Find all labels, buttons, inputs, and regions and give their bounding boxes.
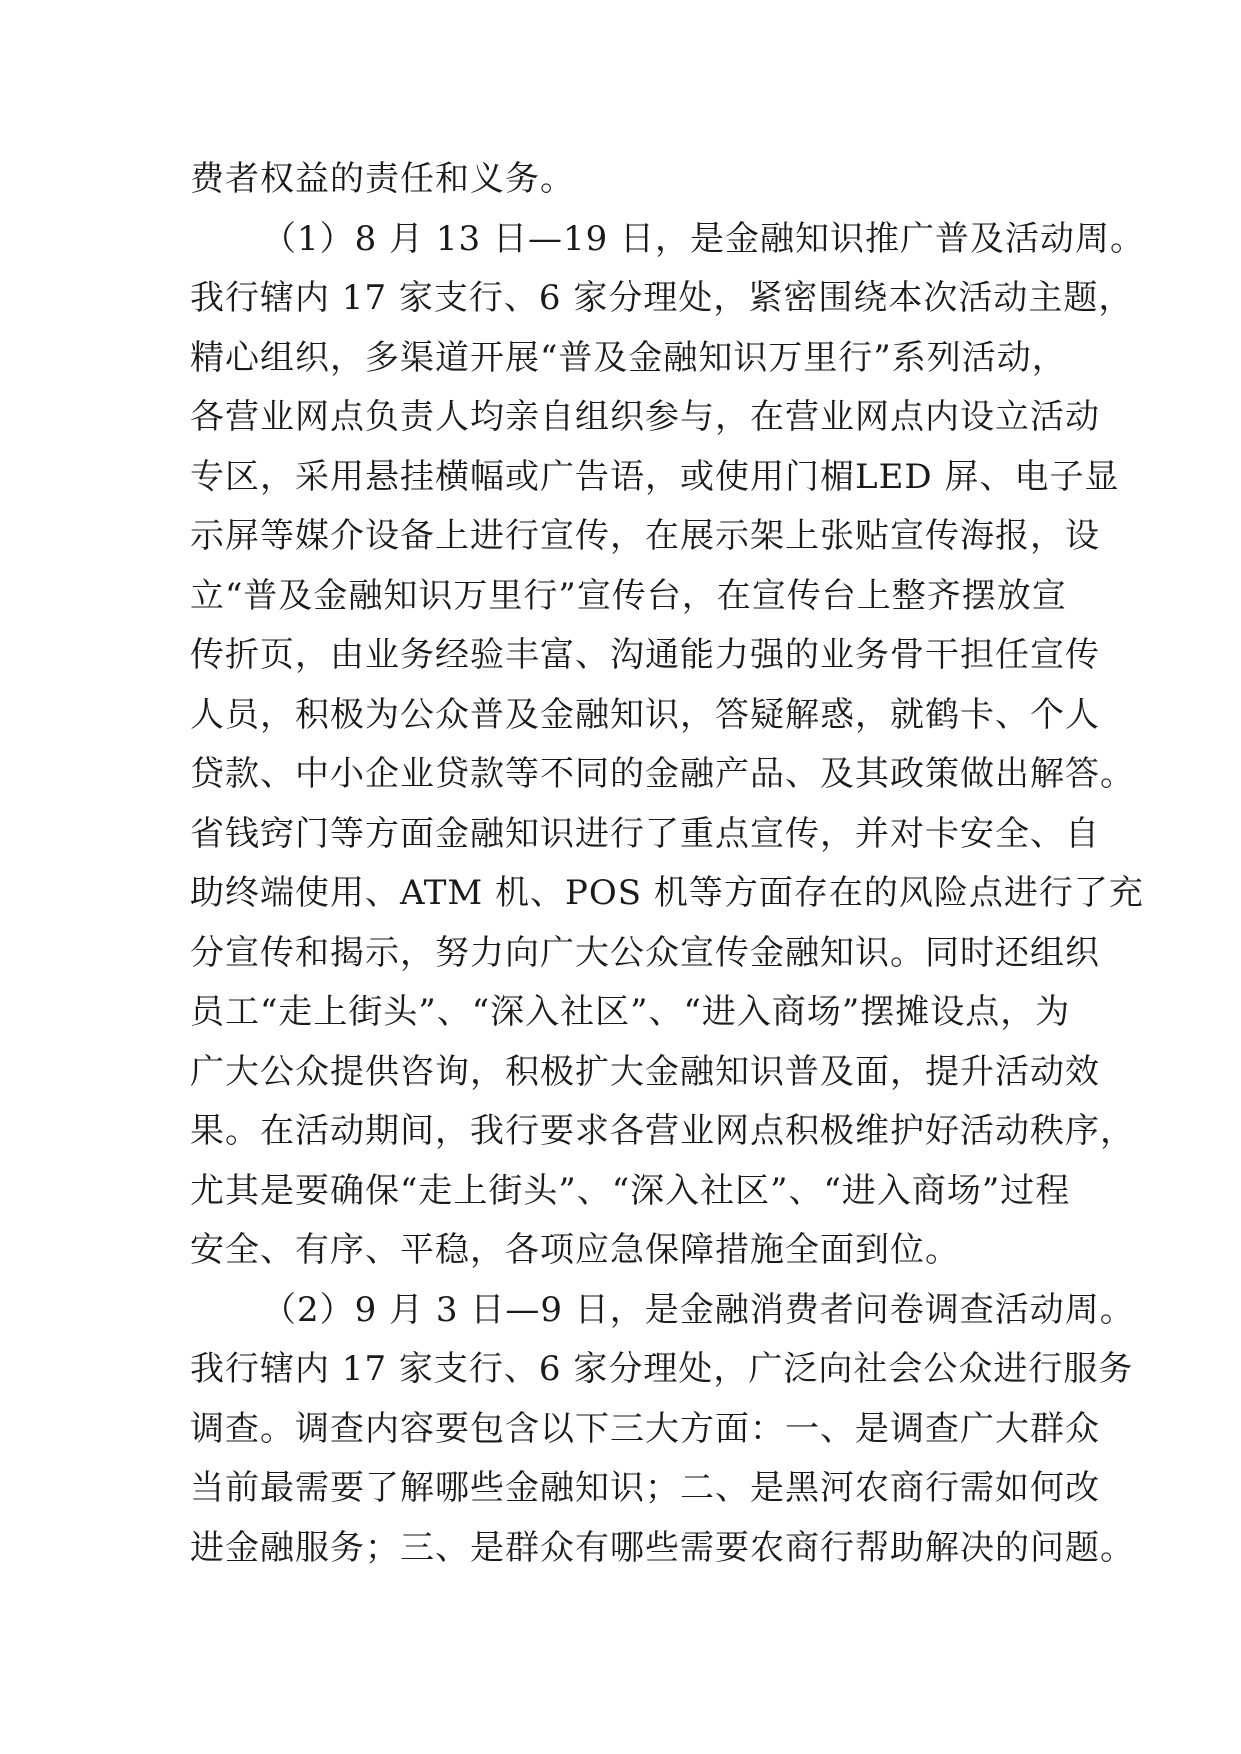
text-line: 果。在活动期间，我行要求各营业网点积极维护好活动秩序，: [190, 1111, 1135, 1151]
text-line: 费者权益的责任和义务。: [190, 159, 575, 199]
paragraph-1-start: （1）8 月 13 日—19 日，是金融知识推广普及活动周。: [262, 218, 1146, 259]
text-line: 助终端使用、ATM 机、POS 机等方面存在的风险点进行了充: [190, 873, 1144, 913]
text-line: 尤其是要确保“走上街头”、“深入社区”、“进入商场”过程: [190, 1170, 1071, 1211]
text-line: 贷款、中小企业贷款等不同的金融产品、及其政策做出解答。: [190, 754, 1135, 794]
text-line: 进金融服务；三、是群众有哪些需要农商行帮助解决的问题。: [190, 1527, 1135, 1568]
text-line: 安全、有序、平稳，各项应急保障措施全面到位。: [190, 1230, 960, 1270]
text-line: 当前最需要了解哪些金融知识；二、是黑河农商行需如何改: [190, 1468, 1100, 1508]
text-line: 各营业网点负责人均亲自组织参与，在营业网点内设立活动: [190, 397, 1100, 437]
text-line: 传折页，由业务经验丰富、沟通能力强的业务骨干担任宣传: [190, 635, 1100, 675]
text-line: 专区，采用悬挂横幅或广告语，或使用门楣LED 屏、电子显: [190, 456, 1120, 497]
text-line: 员工“走上街头”、“深入社区”、“进入商场”摆摊设点，为: [190, 992, 1071, 1032]
text-line: 精心组织，多渠道开展“普及金融知识万里行”系列活动，: [190, 337, 1067, 378]
text-line: 示屏等媒介设备上进行宣传，在展示架上张贴宣传海报，设: [190, 516, 1100, 556]
text-line: 省钱窍门等方面金融知识进行了重点宣传，并对卡安全、自: [190, 813, 1100, 854]
text-line: 人员，积极为公众普及金融知识，答疑解惑，就鹤卡、个人: [190, 694, 1100, 735]
paragraph-2-start: （2）9 月 3 日—9 日，是金融消费者问卷调查活动周。: [262, 1289, 1135, 1330]
text-line: 分宣传和揭示，努力向广大公众宣传金融知识。同时还组织: [190, 932, 1100, 973]
body-text: [190, 150, 1146, 1578]
text-line: 立“普及金融知识万里行”宣传台，在宣传台上整齐摆放宣: [190, 575, 1067, 616]
text-line: 我行辖内 17 家支行、6 家分理处，紧密围绕本次活动主题，: [190, 278, 1134, 318]
text-line: 我行辖内 17 家支行、6 家分理处，广泛向社会公众进行服务: [190, 1349, 1134, 1389]
text-line: 广大公众提供咨询，积极扩大金融知识普及面，提升活动效: [190, 1051, 1100, 1092]
text-line: 调查。调查内容要包含以下三大方面：一、是调查广大群众: [190, 1408, 1100, 1449]
